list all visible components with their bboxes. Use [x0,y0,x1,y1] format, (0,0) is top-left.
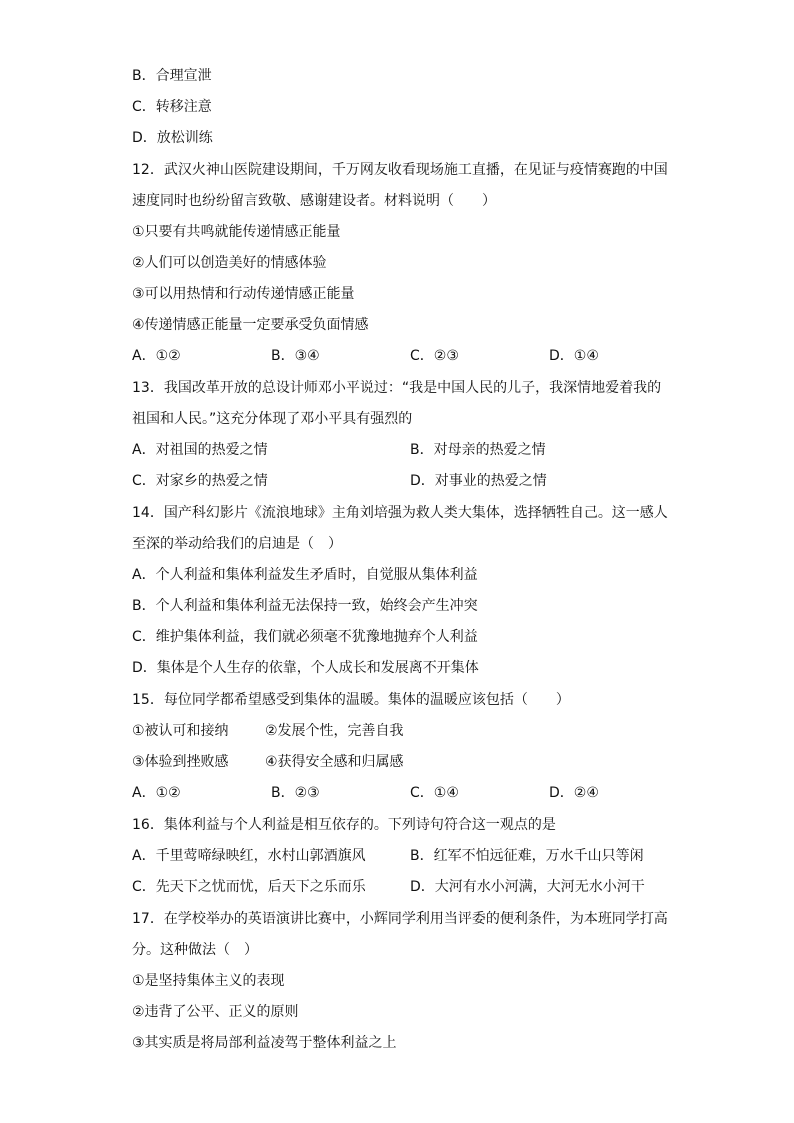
q12-option-a: A．①② [132,348,181,364]
q15-item-1: ①被认可和接纳 [132,723,229,739]
q12-stem-line-1: 12．武汉火神山医院建设期间，千万网友收看现场施工直播，在见证与疫情赛跑的中国 [132,162,668,178]
q12-stem-line-2: 速度同时也纷纷留言致敬、感谢建设者。材料说明（ ） [132,193,496,209]
q12-option-b: B．③④ [271,348,320,364]
q17-stem-line-2: 分。这种做法（ ） [132,942,258,958]
q12-item-1: ①只要有共鸣就能传递情感正能量 [132,224,341,240]
q17-stem-line-1: 17．在学校举办的英语演讲比赛中，小辉同学利用当评委的便利条件，为本班同学打高 [132,911,668,927]
q15-item-2: ②发展个性，完善自我 [265,723,404,739]
q12-item-2: ②人们可以创造美好的情感体验 [132,255,327,271]
q15-stem-line-1: 15．每位同学都希望感受到集体的温暖。集体的温暖应该包括（ ） [132,692,570,708]
q11-option-c: C．转移注意 [132,99,212,115]
q13-option-c: C．对家乡的热爱之情 [132,473,268,489]
q12-item-4: ④传递情感正能量一定要承受负面情感 [132,317,369,333]
q17-item-2: ②违背了公平、正义的原则 [132,1004,299,1020]
q12-option-d: D．①④ [549,348,599,364]
q16-option-d: D．大河有水小河满，大河无水小河干 [410,879,645,895]
q13-option-d: D．对事业的热爱之情 [410,473,547,489]
q14-stem-line-1: 14．国产科幻影片《流浪地球》主角刘培强为救人类大集体，选择牺牲自己。这一感人 [132,505,668,521]
q16-option-c: C．先天下之忧而忧，后天下之乐而乐 [132,879,366,895]
q14-option-a: A．个人利益和集体利益发生矛盾时，自觉服从集体利益 [132,567,478,583]
q12-item-3: ③可以用热情和行动传递情感正能量 [132,286,355,302]
q15-option-d: D．②④ [549,785,599,801]
q13-option-b: B．对母亲的热爱之情 [410,442,546,458]
q13-option-a: A．对祖国的热爱之情 [132,442,268,458]
q16-option-a: A．千里莺啼绿映红，水村山郭酒旗风 [132,848,366,864]
q11-option-d: D．放松训练 [132,130,213,146]
q15-item-4: ④获得安全感和归属感 [265,754,404,770]
q14-stem-line-2: 至深的举动给我们的启迪是（ ） [132,536,342,552]
q15-item-3: ③体验到挫败感 [132,754,229,770]
q14-option-b: B．个人利益和集体利益无法保持一致，始终会产生冲突 [132,598,478,614]
q15-option-a: A．①② [132,785,181,801]
q16-stem-line-1: 16．集体利益与个人利益是相互依存的。下列诗句符合这一观点的是 [132,817,556,833]
q13-stem-line-2: 祖国和人民。”这充分体现了邓小平具有强烈的 [132,411,413,427]
q17-item-3: ③其实质是将局部利益凌驾于整体利益之上 [132,1035,397,1051]
q17-item-1: ①是坚持集体主义的表现 [132,973,285,989]
q15-option-b: B．②③ [271,785,320,801]
q12-option-c: C．②③ [410,348,459,364]
q11-option-b: B．合理宣泄 [132,68,212,84]
q13-stem-line-1: 13．我国改革开放的总设计师邓小平说过：“我是中国人民的儿子，我深情地爱着我的 [132,380,662,396]
q14-option-d: D．集体是个人生存的依靠，个人成长和发展离不开集体 [132,660,479,676]
q15-option-c: C．①④ [410,785,459,801]
q16-option-b: B．红军不怕远征难，万水千山只等闲 [410,848,644,864]
q14-option-c: C．维护集体利益，我们就必须毫不犹豫地抛弃个人利益 [132,629,478,645]
